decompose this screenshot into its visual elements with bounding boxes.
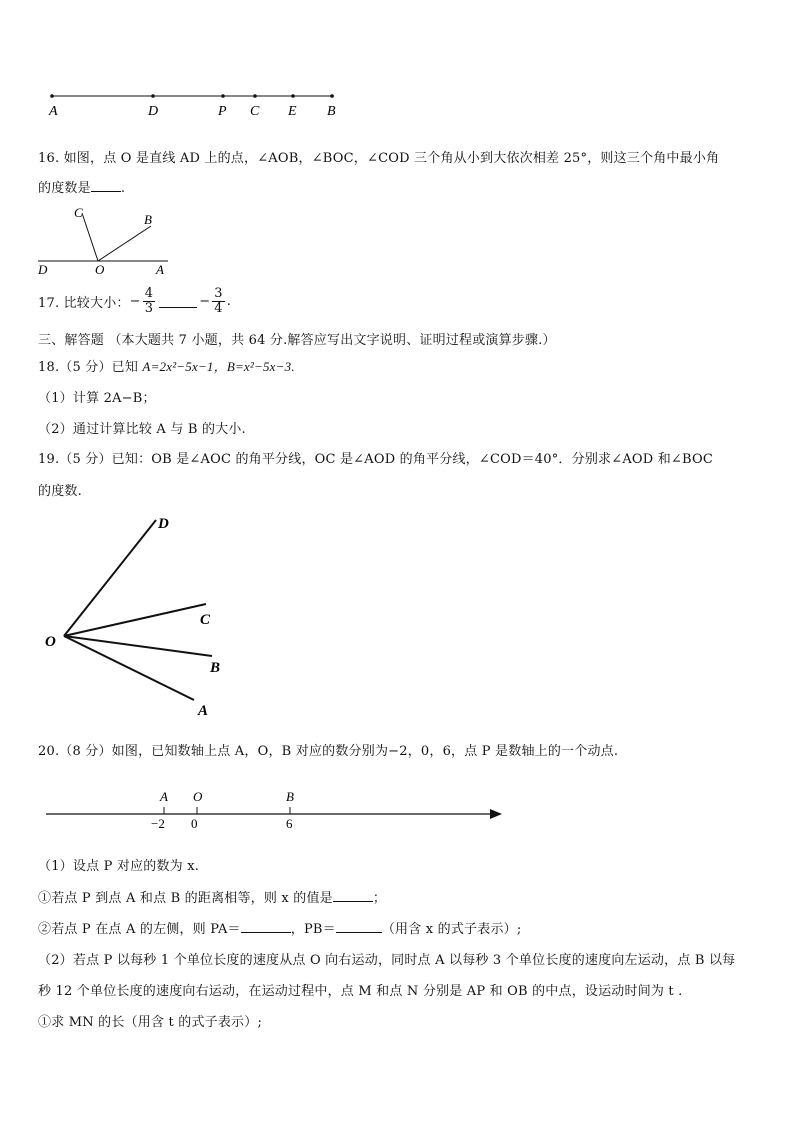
q17-frac2 [212, 287, 224, 316]
point-p-dot [221, 94, 225, 98]
point-a-dot [50, 94, 54, 98]
q17-frac1-den: 3 [144, 301, 154, 316]
q20-p1a-end: ； [372, 891, 387, 906]
q20-pa-blank [241, 920, 291, 933]
q20-p1a-blank [333, 889, 373, 902]
q17-frac1 [143, 287, 155, 316]
label-b: B [327, 104, 336, 119]
q16-line2-text: 的度数是 [38, 181, 91, 196]
q16-line2-end: . [120, 181, 126, 196]
q17-prefix: 17. 比较大小： [38, 296, 130, 311]
q20-intro: 20.（8 分）如图，已知数轴上点 A，O，B 对应的数分别为−2，0，6，点 P 是数轴上的一个动点. [38, 744, 619, 759]
q20-p1b-end: （用含 x 的式子表示）; [381, 922, 522, 937]
q16-line1: 16. 如图，点 O 是直线 AD 上的点，∠AOB，∠BOC，∠COD 三个角从小到大依次相差 25°，则这三个角中最小角 [38, 151, 720, 166]
q17-end: . [226, 294, 232, 309]
q20-p1: （1）设点 P 对应的数为 x. [38, 859, 200, 874]
axis-label-a: A [160, 789, 168, 804]
point-b-dot [330, 94, 334, 98]
q20-p1b-mid: ，PB＝ [290, 922, 336, 937]
q17-frac2-num: 3 [214, 286, 223, 301]
q19-label-d: D [158, 516, 169, 532]
point-e-dot [291, 94, 295, 98]
q20-p1a-text: ①若点 P 到点 A 和点 B 的距离相等，则 x 的值是 [38, 891, 333, 906]
segment-figure [40, 86, 350, 122]
label-c: C [250, 104, 260, 119]
section3-title: 三、解答题 （本大题共 7 小题，共 64 分.解答应写出文字说明、证明过程或演算步骤.） [38, 333, 556, 348]
axis-value-a: −2 [151, 816, 165, 830]
axis-value-o: 0 [191, 816, 198, 830]
axis-label-o: O [193, 789, 203, 804]
q20-p2-line2: 秒 12 个单位长度的速度向右运动，在运动过程中，点 M 和点 N 分别是 AP 和 OB 的中点，设运动时间为 t . [38, 984, 683, 999]
ray-ob [98, 226, 151, 261]
q19-line1: 19.（5 分）已知：OB 是∠AOC 的角平分线，OC 是∠AOD 的角平分线，∠COD＝40°．分别求∠AOD 和∠BOC [38, 452, 714, 467]
q16-line2 [38, 177, 125, 196]
q19-line2: 的度数. [38, 484, 82, 499]
q16-label-a: A [156, 262, 164, 277]
q18-part2: （2）通过计算比较 A 与 B 的大小. [38, 422, 246, 437]
label-a: A [49, 104, 58, 119]
q16-label-b: B [144, 212, 152, 227]
q18-expr: A=2x²−5x−1，B=x²−5x−3. [142, 359, 295, 374]
q18-line1 [38, 356, 295, 375]
q17-answer-blank [159, 295, 197, 308]
q20-pb-blank [336, 920, 382, 933]
number-axis-figure [40, 782, 510, 830]
q20-p1b-text: ②若点 P 在点 A 的左侧，则 PA＝ [38, 922, 241, 937]
q20-p2a: ①求 MN 的长（用含 t 的式子表示）; [38, 1015, 263, 1030]
q19-angle-figure [40, 512, 240, 722]
q20-p1a [38, 887, 386, 906]
axis-label-b: B [286, 789, 294, 804]
q19-label-o: O [45, 634, 56, 650]
axis-value-b: 6 [286, 816, 293, 830]
q16-answer-blank [91, 179, 121, 192]
q17-line [38, 287, 231, 316]
q18-prefix: 18.（5 分）已知 [38, 360, 143, 375]
q17-frac2-sign: − [199, 294, 211, 309]
ray-oc [82, 213, 98, 261]
point-c-dot [253, 94, 257, 98]
axis-arrow-icon [490, 809, 502, 819]
q16-label-d: D [38, 262, 48, 277]
q20-p2-line1: （2）若点 P 以每秒 1 个单位长度的速度从点 O 向右运动，同时点 A 以每秒 3 个单位长度的速度向左运动，点 B 以每 [38, 953, 736, 968]
q17-frac1-num: 4 [144, 286, 154, 301]
q16-angle-figure [34, 205, 184, 277]
q17-frac2-den: 4 [214, 301, 223, 316]
q16-label-c: C [74, 205, 83, 220]
q20-p1b [38, 918, 521, 937]
label-e: E [288, 104, 297, 119]
q19-label-a: A [198, 703, 209, 719]
q17-frac1-sign: − [129, 294, 141, 309]
q16-label-o: O [95, 262, 105, 277]
q19-label-b: B [210, 660, 221, 676]
label-d: D [148, 104, 159, 119]
q19-label-c: C [200, 612, 211, 628]
label-p: P [218, 104, 227, 119]
q18-part1: （1）计算 2A−B； [38, 391, 156, 406]
point-d-dot [151, 94, 155, 98]
